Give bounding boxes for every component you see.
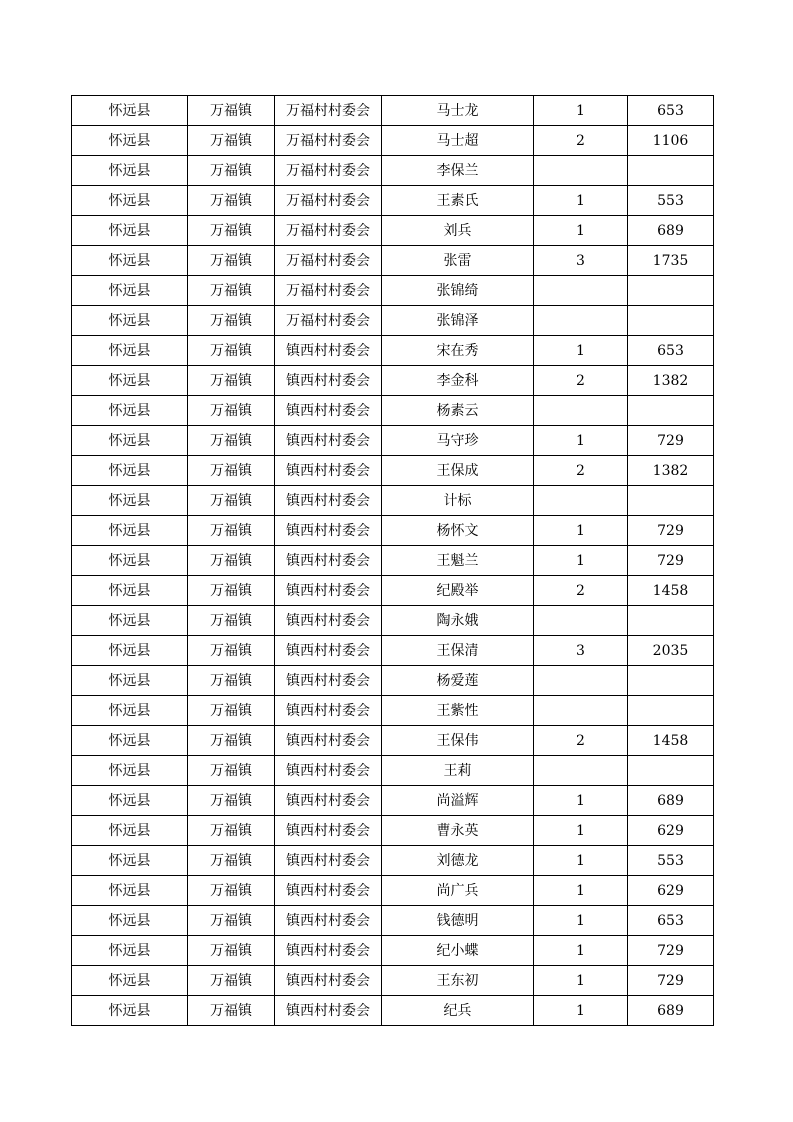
table-row [72, 486, 714, 516]
town-cell: 万福镇 [188, 576, 275, 606]
count-cell [534, 756, 628, 786]
village-committee-cell: 镇西村村委会 [275, 516, 382, 546]
table-row [72, 126, 714, 156]
count-cell: 1 [534, 906, 628, 936]
county-cell: 怀远县 [72, 306, 188, 336]
count-cell: 1 [534, 936, 628, 966]
village-committee-cell: 镇西村村委会 [275, 756, 382, 786]
county-cell: 怀远县 [72, 96, 188, 126]
amount-cell: 729 [628, 966, 714, 996]
count-cell: 1 [534, 786, 628, 816]
table-row [72, 426, 714, 456]
county-cell: 怀远县 [72, 606, 188, 636]
table-row [72, 846, 714, 876]
table-row [72, 696, 714, 726]
amount-cell: 629 [628, 816, 714, 846]
count-cell [534, 606, 628, 636]
amount-cell: 1458 [628, 726, 714, 756]
amount-cell: 653 [628, 96, 714, 126]
town-cell: 万福镇 [188, 666, 275, 696]
name-cell: 王保成 [382, 456, 534, 486]
count-cell [534, 696, 628, 726]
table-row [72, 936, 714, 966]
village-committee-cell: 万福村村委会 [275, 156, 382, 186]
county-cell: 怀远县 [72, 276, 188, 306]
name-cell: 纪殿举 [382, 576, 534, 606]
town-cell: 万福镇 [188, 816, 275, 846]
table-row [72, 666, 714, 696]
village-committee-cell: 万福村村委会 [275, 216, 382, 246]
county-cell: 怀远县 [72, 846, 188, 876]
amount-cell [628, 756, 714, 786]
town-cell: 万福镇 [188, 306, 275, 336]
table-row [72, 456, 714, 486]
name-cell: 张锦泽 [382, 306, 534, 336]
count-cell: 1 [534, 816, 628, 846]
name-cell: 王东初 [382, 966, 534, 996]
count-cell [534, 306, 628, 336]
town-cell: 万福镇 [188, 966, 275, 996]
town-cell: 万福镇 [188, 426, 275, 456]
amount-cell: 689 [628, 216, 714, 246]
table-row [72, 516, 714, 546]
count-cell: 1 [534, 846, 628, 876]
village-committee-cell: 万福村村委会 [275, 186, 382, 216]
county-cell: 怀远县 [72, 576, 188, 606]
county-cell: 怀远县 [72, 636, 188, 666]
county-cell: 怀远县 [72, 816, 188, 846]
count-cell: 1 [534, 216, 628, 246]
name-cell: 杨素云 [382, 396, 534, 426]
name-cell: 曹永英 [382, 816, 534, 846]
county-cell: 怀远县 [72, 366, 188, 396]
name-cell: 尚溢辉 [382, 786, 534, 816]
county-cell: 怀远县 [72, 876, 188, 906]
count-cell: 2 [534, 726, 628, 756]
name-cell: 计标 [382, 486, 534, 516]
amount-cell: 729 [628, 936, 714, 966]
county-cell: 怀远县 [72, 696, 188, 726]
count-cell: 1 [534, 336, 628, 366]
count-cell: 1 [534, 186, 628, 216]
amount-cell: 2035 [628, 636, 714, 666]
amount-cell [628, 486, 714, 516]
table-row [72, 726, 714, 756]
amount-cell: 729 [628, 426, 714, 456]
village-committee-cell: 镇西村村委会 [275, 876, 382, 906]
name-cell: 王魁兰 [382, 546, 534, 576]
village-committee-cell: 镇西村村委会 [275, 996, 382, 1026]
village-committee-cell: 镇西村村委会 [275, 906, 382, 936]
table-row [72, 96, 714, 126]
village-committee-cell: 镇西村村委会 [275, 366, 382, 396]
village-committee-cell: 万福村村委会 [275, 126, 382, 156]
amount-cell: 1458 [628, 576, 714, 606]
table-row [72, 546, 714, 576]
table-row [72, 966, 714, 996]
village-committee-cell: 镇西村村委会 [275, 636, 382, 666]
county-cell: 怀远县 [72, 516, 188, 546]
count-cell: 1 [534, 96, 628, 126]
town-cell: 万福镇 [188, 786, 275, 816]
table-row [72, 276, 714, 306]
county-cell: 怀远县 [72, 786, 188, 816]
table-row [72, 366, 714, 396]
name-cell: 李金科 [382, 366, 534, 396]
amount-cell [628, 666, 714, 696]
village-committee-cell: 镇西村村委会 [275, 456, 382, 486]
name-cell: 王紫性 [382, 696, 534, 726]
town-cell: 万福镇 [188, 516, 275, 546]
name-cell: 纪兵 [382, 996, 534, 1026]
name-cell: 马守珍 [382, 426, 534, 456]
town-cell: 万福镇 [188, 606, 275, 636]
roster-table [71, 95, 714, 1026]
table-row [72, 906, 714, 936]
count-cell: 1 [534, 996, 628, 1026]
count-cell [534, 156, 628, 186]
town-cell: 万福镇 [188, 246, 275, 276]
name-cell: 王保清 [382, 636, 534, 666]
village-committee-cell: 镇西村村委会 [275, 936, 382, 966]
county-cell: 怀远县 [72, 336, 188, 366]
amount-cell [628, 276, 714, 306]
table-row [72, 216, 714, 246]
village-committee-cell: 镇西村村委会 [275, 426, 382, 456]
town-cell: 万福镇 [188, 546, 275, 576]
town-cell: 万福镇 [188, 276, 275, 306]
count-cell: 1 [534, 546, 628, 576]
name-cell: 马士龙 [382, 96, 534, 126]
amount-cell: 629 [628, 876, 714, 906]
amount-cell: 1382 [628, 366, 714, 396]
county-cell: 怀远县 [72, 126, 188, 156]
table-row [72, 156, 714, 186]
county-cell: 怀远县 [72, 186, 188, 216]
name-cell: 钱德明 [382, 906, 534, 936]
county-cell: 怀远县 [72, 726, 188, 756]
amount-cell: 1106 [628, 126, 714, 156]
amount-cell [628, 606, 714, 636]
name-cell: 张锦绮 [382, 276, 534, 306]
town-cell: 万福镇 [188, 876, 275, 906]
town-cell: 万福镇 [188, 846, 275, 876]
village-committee-cell: 镇西村村委会 [275, 576, 382, 606]
town-cell: 万福镇 [188, 96, 275, 126]
amount-cell: 729 [628, 516, 714, 546]
table-row [72, 336, 714, 366]
town-cell: 万福镇 [188, 216, 275, 246]
count-cell: 1 [534, 966, 628, 996]
table-row [72, 306, 714, 336]
count-cell: 1 [534, 426, 628, 456]
county-cell: 怀远县 [72, 756, 188, 786]
count-cell [534, 276, 628, 306]
village-committee-cell: 镇西村村委会 [275, 336, 382, 366]
county-cell: 怀远县 [72, 456, 188, 486]
count-cell: 1 [534, 876, 628, 906]
county-cell: 怀远县 [72, 216, 188, 246]
village-committee-cell: 镇西村村委会 [275, 396, 382, 426]
table-row [72, 876, 714, 906]
village-committee-cell: 镇西村村委会 [275, 726, 382, 756]
amount-cell: 729 [628, 546, 714, 576]
table-row [72, 396, 714, 426]
town-cell: 万福镇 [188, 696, 275, 726]
amount-cell [628, 696, 714, 726]
town-cell: 万福镇 [188, 396, 275, 426]
town-cell: 万福镇 [188, 726, 275, 756]
amount-cell [628, 306, 714, 336]
name-cell: 王莉 [382, 756, 534, 786]
village-committee-cell: 万福村村委会 [275, 96, 382, 126]
amount-cell: 653 [628, 906, 714, 936]
table-row [72, 636, 714, 666]
name-cell: 宋在秀 [382, 336, 534, 366]
amount-cell: 1382 [628, 456, 714, 486]
county-cell: 怀远县 [72, 546, 188, 576]
name-cell: 刘德龙 [382, 846, 534, 876]
village-committee-cell: 镇西村村委会 [275, 816, 382, 846]
name-cell: 纪小蝶 [382, 936, 534, 966]
village-committee-cell: 万福村村委会 [275, 246, 382, 276]
name-cell: 杨怀文 [382, 516, 534, 546]
county-cell: 怀远县 [72, 966, 188, 996]
county-cell: 怀远县 [72, 486, 188, 516]
county-cell: 怀远县 [72, 396, 188, 426]
amount-cell: 1735 [628, 246, 714, 276]
county-cell: 怀远县 [72, 246, 188, 276]
name-cell: 王保伟 [382, 726, 534, 756]
name-cell: 刘兵 [382, 216, 534, 246]
town-cell: 万福镇 [188, 906, 275, 936]
village-committee-cell: 镇西村村委会 [275, 486, 382, 516]
name-cell: 李保兰 [382, 156, 534, 186]
county-cell: 怀远县 [72, 156, 188, 186]
table-row [72, 756, 714, 786]
amount-cell [628, 156, 714, 186]
table-row [72, 996, 714, 1026]
count-cell [534, 666, 628, 696]
town-cell: 万福镇 [188, 126, 275, 156]
amount-cell: 653 [628, 336, 714, 366]
town-cell: 万福镇 [188, 936, 275, 966]
county-cell: 怀远县 [72, 906, 188, 936]
village-committee-cell: 万福村村委会 [275, 276, 382, 306]
town-cell: 万福镇 [188, 156, 275, 186]
town-cell: 万福镇 [188, 366, 275, 396]
county-cell: 怀远县 [72, 936, 188, 966]
town-cell: 万福镇 [188, 636, 275, 666]
name-cell: 马士超 [382, 126, 534, 156]
town-cell: 万福镇 [188, 336, 275, 366]
village-committee-cell: 万福村村委会 [275, 306, 382, 336]
town-cell: 万福镇 [188, 756, 275, 786]
count-cell: 2 [534, 366, 628, 396]
amount-cell: 689 [628, 996, 714, 1026]
table-row [72, 816, 714, 846]
count-cell: 2 [534, 456, 628, 486]
village-committee-cell: 镇西村村委会 [275, 786, 382, 816]
county-cell: 怀远县 [72, 996, 188, 1026]
town-cell: 万福镇 [188, 486, 275, 516]
count-cell: 2 [534, 126, 628, 156]
count-cell: 3 [534, 246, 628, 276]
village-committee-cell: 镇西村村委会 [275, 606, 382, 636]
name-cell: 王素氏 [382, 186, 534, 216]
table-row [72, 186, 714, 216]
town-cell: 万福镇 [188, 996, 275, 1026]
count-cell [534, 396, 628, 426]
county-cell: 怀远县 [72, 426, 188, 456]
village-committee-cell: 镇西村村委会 [275, 666, 382, 696]
count-cell: 1 [534, 516, 628, 546]
village-committee-cell: 镇西村村委会 [275, 846, 382, 876]
count-cell: 3 [534, 636, 628, 666]
village-committee-cell: 镇西村村委会 [275, 546, 382, 576]
table-row [72, 786, 714, 816]
amount-cell [628, 396, 714, 426]
amount-cell: 689 [628, 786, 714, 816]
town-cell: 万福镇 [188, 456, 275, 486]
village-committee-cell: 镇西村村委会 [275, 696, 382, 726]
amount-cell: 553 [628, 186, 714, 216]
county-cell: 怀远县 [72, 666, 188, 696]
village-committee-cell: 镇西村村委会 [275, 966, 382, 996]
name-cell: 张雷 [382, 246, 534, 276]
count-cell [534, 486, 628, 516]
roster-table-body [72, 96, 714, 1026]
table-row [72, 576, 714, 606]
table-row [72, 606, 714, 636]
amount-cell: 553 [628, 846, 714, 876]
name-cell: 尚广兵 [382, 876, 534, 906]
table-row [72, 246, 714, 276]
count-cell: 2 [534, 576, 628, 606]
name-cell: 陶永娥 [382, 606, 534, 636]
town-cell: 万福镇 [188, 186, 275, 216]
name-cell: 杨爱莲 [382, 666, 534, 696]
